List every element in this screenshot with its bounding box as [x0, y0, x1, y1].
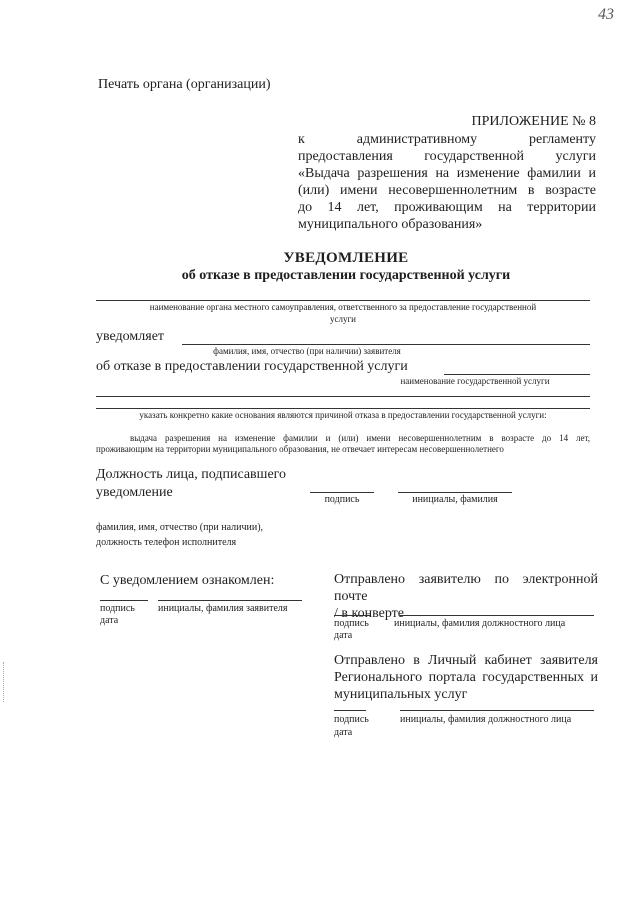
grounds-line	[96, 396, 590, 397]
portal-signature-line	[334, 710, 366, 711]
grounds-text: выдача разрешения на изменение фамилии и (или) имени несовершеннолетним в возрасте до 14 лет,	[130, 433, 590, 443]
ack-date-caption: дата	[100, 615, 119, 626]
sent-portal-text	[334, 652, 598, 703]
scan-artifact	[3, 662, 5, 702]
signer-position	[96, 466, 286, 502]
email-signature-caption: подпись	[334, 618, 369, 629]
document-subtitle: об отказе в предоставлении государственной услуги	[181, 268, 511, 283]
email-initials-caption: инициалы, фамилия должностного лица	[394, 618, 566, 629]
signer-line: Должность лица, подписавшего	[96, 467, 287, 482]
executor-line: должность телефон исполнителя	[96, 537, 237, 548]
appendix-line: предоставления государственной услуги	[298, 149, 596, 164]
authority-caption: услуги	[330, 314, 356, 324]
signer-signature-line	[310, 492, 374, 493]
appendix-line: «Выдача разрешения на изменение фамилии и	[298, 166, 596, 181]
appendix-line: муниципального образования»	[298, 217, 483, 232]
seal-label: Печать органа (организации)	[98, 77, 271, 92]
ack-initials-caption: инициалы, фамилия заявителя	[158, 603, 288, 614]
signer-initials-caption: инициалы, фамилия	[412, 494, 498, 505]
appendix-line: к административному регламенту	[298, 132, 596, 147]
page-number: 43	[598, 6, 614, 23]
portal-initials-line	[400, 710, 594, 711]
appendix-line: до 14 лет, проживающим на территории	[298, 200, 596, 215]
executor-info	[96, 521, 263, 549]
ack-signature-caption: подпись	[100, 603, 135, 614]
applicant-caption: фамилия, имя, отчество (при наличии) заявителя	[213, 346, 401, 356]
grounds-caption: указать конкретно какие основания являются причиной отказа в предоставлении государственной услуги:	[139, 410, 547, 420]
email-signature-line	[334, 615, 370, 616]
portal-date-caption: дата	[334, 727, 353, 738]
service-line	[444, 374, 590, 375]
refusal-label: об отказе в предоставлении государственной услуги	[96, 359, 408, 374]
sent-portal-line: Отправлено в Личный кабинет заявителя	[334, 653, 598, 668]
ack-initials-line	[158, 600, 302, 601]
appendix-text	[298, 131, 596, 233]
acknowledged-label: С уведомлением ознакомлен:	[100, 573, 275, 588]
appendix-title: ПРИЛОЖЕНИЕ № 8	[471, 114, 596, 129]
ack-signature-line	[100, 600, 148, 601]
document-title: УВЕДОМЛЕНИЕ	[283, 250, 409, 266]
authority-line	[96, 300, 590, 301]
sent-email-line: Отправлено заявителю по электронной почте	[334, 572, 598, 604]
email-date-caption: дата	[334, 630, 353, 641]
notifies-label: уведомляет	[96, 329, 165, 344]
portal-initials-caption: инициалы, фамилия должностного лица	[400, 714, 572, 725]
signer-signature-caption: подпись	[324, 494, 360, 505]
applicant-line	[182, 344, 590, 345]
grounds-line	[96, 408, 590, 409]
grounds-text: проживающим на территории муниципального образования, не отвечает интересам несовершеннолетнего	[96, 444, 504, 454]
sent-email-line: / в конверте	[334, 606, 404, 621]
signer-initials-line	[398, 492, 512, 493]
sent-portal-line: муниципальных услуг	[334, 687, 468, 702]
email-initials-line	[400, 615, 594, 616]
appendix-line: (или) имени несовершеннолетним в возрасте	[298, 183, 596, 198]
authority-caption: наименование органа местного самоуправления, ответственного за предоставление государственной	[149, 302, 537, 312]
executor-line: фамилия, имя, отчество (при наличии),	[96, 522, 264, 533]
service-caption: наименование государственной услуги	[400, 376, 550, 386]
sent-portal-line: Регионального портала государственных и	[334, 670, 598, 685]
signer-line: уведомление	[96, 485, 173, 500]
portal-signature-caption: подпись	[334, 714, 369, 725]
